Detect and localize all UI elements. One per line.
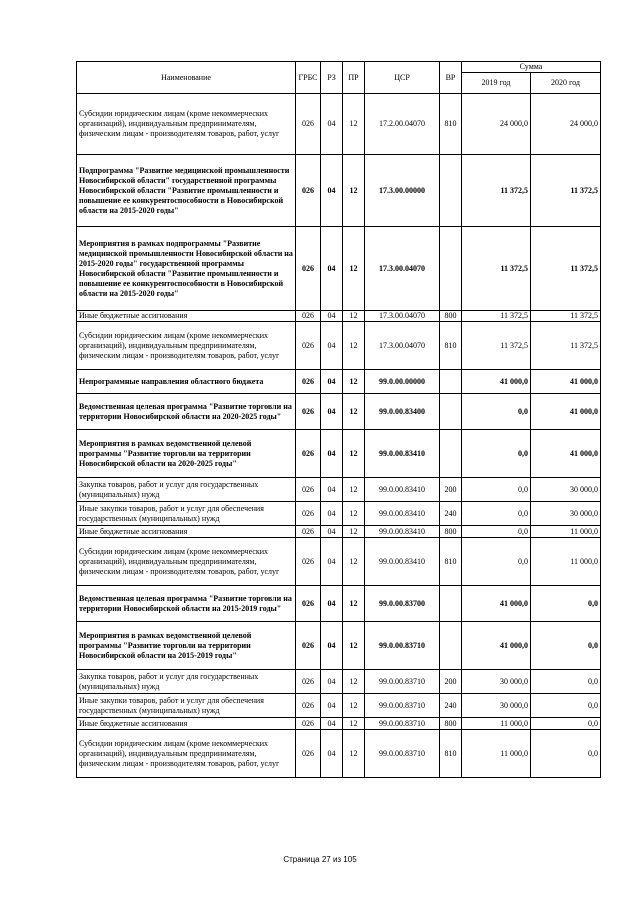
row-sum-2019: 41 000,0: [462, 586, 531, 622]
row-rz: 04: [321, 430, 343, 478]
row-csr: 99.0.00.83710: [365, 694, 440, 718]
table-row: [77, 478, 601, 502]
row-vr: 810: [440, 94, 462, 155]
row-csr: 99.0.00.83710: [365, 622, 440, 670]
row-csr: 99.0.00.83410: [365, 538, 440, 586]
row-sum-2020: 41 000,0: [531, 370, 601, 394]
row-vr: [440, 430, 462, 478]
row-sum-2020: 11 000,0: [531, 538, 601, 586]
header-name: Наименование: [77, 62, 296, 94]
row-sum-2019: 0,0: [462, 430, 531, 478]
row-grbs: 026: [296, 670, 321, 694]
row-vr: 810: [440, 322, 462, 370]
row-pr: 12: [343, 94, 365, 155]
row-vr: 810: [440, 538, 462, 586]
row-rz: 04: [321, 394, 343, 430]
row-vr: 800: [440, 526, 462, 538]
row-sum-2020: 24 000,0: [531, 94, 601, 155]
row-name: Закупка товаров, работ и услуг для государственных (муниципальных) нужд: [77, 670, 296, 694]
row-rz: 04: [321, 478, 343, 502]
row-sum-2020: 0,0: [531, 694, 601, 718]
row-sum-2020: 11 372,5: [531, 227, 601, 311]
row-name: Закупка товаров, работ и услуг для государственных (муниципальных) нужд: [77, 478, 296, 502]
row-sum-2019: 11 372,5: [462, 322, 531, 370]
row-sum-2020: 0,0: [531, 622, 601, 670]
row-vr: 240: [440, 502, 462, 526]
header-pr: ПР: [343, 62, 365, 94]
row-name: Субсидии юридическим лицам (кроме некоммерческих организаций), индивидуальным предпринимателям, физическим лицам - производителям товаров, работ, услуг: [77, 730, 296, 778]
row-name: Иные закупки товаров, работ и услуг для обеспечения государственных (муниципальных) нужд: [77, 694, 296, 718]
row-rz: 04: [321, 670, 343, 694]
row-name: Подпрограмма "Развитие медицинской промышленности Новосибирской области" государственной программы Новосибирской области "Развитие промышленности и повышение ее конкурентоспособности в Новосибирской области на 2015-2020 годы": [77, 155, 296, 227]
row-grbs: 026: [296, 586, 321, 622]
row-name: Иные закупки товаров, работ и услуг для обеспечения государственных (муниципальных) нужд: [77, 502, 296, 526]
row-vr: [440, 394, 462, 430]
row-name: Ведомственная целевая программа "Развитие торговли на территории Новосибирской области на 2015-2019 годы": [77, 586, 296, 622]
header-grbs: ГРБС: [296, 62, 321, 94]
row-sum-2019: 11 000,0: [462, 730, 531, 778]
row-vr: [440, 227, 462, 311]
row-pr: 12: [343, 322, 365, 370]
table-row: [77, 718, 601, 730]
row-grbs: 026: [296, 155, 321, 227]
row-pr: 12: [343, 478, 365, 502]
row-sum-2019: 11 372,5: [462, 311, 531, 322]
row-rz: 04: [321, 718, 343, 730]
row-pr: 12: [343, 502, 365, 526]
row-sum-2020: 0,0: [531, 586, 601, 622]
row-name: Мероприятия в рамках ведомственной целевой программы "Развитие торговли на территории Новосибирской области на 2015-2019 годы": [77, 622, 296, 670]
row-grbs: 026: [296, 370, 321, 394]
row-vr: [440, 155, 462, 227]
row-vr: 800: [440, 311, 462, 322]
row-grbs: 026: [296, 730, 321, 778]
header-sum: Сумма: [462, 62, 601, 73]
header-2020: 2020 год: [531, 73, 601, 94]
row-vr: 200: [440, 670, 462, 694]
row-csr: 17.3.00.04070: [365, 322, 440, 370]
table-row: [77, 538, 601, 586]
row-rz: 04: [321, 370, 343, 394]
row-sum-2019: 0,0: [462, 478, 531, 502]
table-row: [77, 394, 601, 430]
table-row: [77, 155, 601, 227]
table-row: [77, 586, 601, 622]
row-grbs: 026: [296, 526, 321, 538]
row-sum-2020: 0,0: [531, 670, 601, 694]
row-sum-2019: 30 000,0: [462, 694, 531, 718]
row-pr: 12: [343, 155, 365, 227]
row-grbs: 026: [296, 311, 321, 322]
row-pr: 12: [343, 526, 365, 538]
row-pr: 12: [343, 586, 365, 622]
table-row: [77, 311, 601, 322]
row-csr: 17.3.00.04070: [365, 311, 440, 322]
row-rz: 04: [321, 311, 343, 322]
table-row: [77, 227, 601, 311]
row-rz: 04: [321, 526, 343, 538]
row-sum-2020: 30 000,0: [531, 478, 601, 502]
row-sum-2020: 30 000,0: [531, 502, 601, 526]
header-rz: РЗ: [321, 62, 343, 94]
table-row: [77, 322, 601, 370]
row-sum-2020: 0,0: [531, 718, 601, 730]
row-name: Ведомственная целевая программа "Развитие торговли на территории Новосибирской области на 2020-2025 годы": [77, 394, 296, 430]
row-sum-2019: 0,0: [462, 394, 531, 430]
row-csr: 99.0.00.83710: [365, 718, 440, 730]
row-name: Мероприятия в рамках подпрограммы "Развитие медицинской промышленности Новосибирской области на 2015-2020 годы" государственной программы Новосибирской области "Развитие промышленности и повышение ее конкурентоспособности в Новосибирской области на 2015-2020 годы": [77, 227, 296, 311]
row-vr: 800: [440, 718, 462, 730]
table-row: [77, 694, 601, 718]
row-grbs: 026: [296, 227, 321, 311]
row-sum-2020: 41 000,0: [531, 430, 601, 478]
row-sum-2020: 11 372,5: [531, 311, 601, 322]
row-csr: 99.0.00.83410: [365, 430, 440, 478]
row-rz: 04: [321, 586, 343, 622]
row-grbs: 026: [296, 394, 321, 430]
table-row: [77, 622, 601, 670]
row-rz: 04: [321, 155, 343, 227]
table-row: [77, 526, 601, 538]
row-vr: 200: [440, 478, 462, 502]
row-grbs: 026: [296, 718, 321, 730]
row-name: Субсидии юридическим лицам (кроме некоммерческих организаций), индивидуальным предпринимателям, физическим лицам - производителям товаров, работ, услуг: [77, 94, 296, 155]
row-rz: 04: [321, 322, 343, 370]
row-csr: 99.0.00.83400: [365, 394, 440, 430]
row-vr: 240: [440, 694, 462, 718]
row-pr: 12: [343, 311, 365, 322]
row-csr: 99.0.00.83710: [365, 670, 440, 694]
row-sum-2019: 30 000,0: [462, 670, 531, 694]
table-row: [77, 370, 601, 394]
row-csr: 17.3.00.00000: [365, 155, 440, 227]
row-sum-2019: 41 000,0: [462, 622, 531, 670]
table-row: [77, 670, 601, 694]
row-rz: 04: [321, 502, 343, 526]
row-name: Иные бюджетные ассигнования: [77, 718, 296, 730]
row-sum-2019: 41 000,0: [462, 370, 531, 394]
budget-table: [76, 61, 601, 778]
row-sum-2019: 0,0: [462, 502, 531, 526]
row-sum-2019: 0,0: [462, 526, 531, 538]
row-sum-2019: 0,0: [462, 538, 531, 586]
row-csr: 99.0.00.83410: [365, 502, 440, 526]
header-vr: ВР: [440, 62, 462, 94]
header-csr: ЦСР: [365, 62, 440, 94]
row-pr: 12: [343, 718, 365, 730]
row-sum-2020: 0,0: [531, 730, 601, 778]
row-name: Непрограммные направления областного бюджета: [77, 370, 296, 394]
row-sum-2019: 11 372,5: [462, 155, 531, 227]
row-csr: 17.3.00.04070: [365, 227, 440, 311]
row-csr: 99.0.00.83700: [365, 586, 440, 622]
row-grbs: 026: [296, 694, 321, 718]
row-grbs: 026: [296, 430, 321, 478]
row-rz: 04: [321, 730, 343, 778]
table-row: [77, 730, 601, 778]
table-body: [77, 94, 601, 778]
row-sum-2020: 11 372,5: [531, 155, 601, 227]
row-rz: 04: [321, 622, 343, 670]
row-pr: 12: [343, 538, 365, 586]
row-csr: 99.0.00.83410: [365, 478, 440, 502]
row-grbs: 026: [296, 322, 321, 370]
row-rz: 04: [321, 227, 343, 311]
row-csr: 99.0.00.83710: [365, 730, 440, 778]
row-csr: 99.0.00.00000: [365, 370, 440, 394]
row-grbs: 026: [296, 478, 321, 502]
row-sum-2019: 11 372,5: [462, 227, 531, 311]
row-pr: 12: [343, 622, 365, 670]
row-vr: [440, 586, 462, 622]
row-sum-2020: 41 000,0: [531, 394, 601, 430]
row-vr: [440, 370, 462, 394]
row-sum-2019: 11 000,0: [462, 718, 531, 730]
row-name: Субсидии юридическим лицам (кроме некоммерческих организаций), индивидуальным предпринимателям, физическим лицам - производителям товаров, работ, услуг: [77, 538, 296, 586]
row-rz: 04: [321, 694, 343, 718]
row-name: Мероприятия в рамках ведомственной целевой программы "Развитие торговли на территории Новосибирской области на 2020-2025 годы": [77, 430, 296, 478]
row-pr: 12: [343, 694, 365, 718]
row-sum-2020: 11 000,0: [531, 526, 601, 538]
table-row: [77, 430, 601, 478]
row-rz: 04: [321, 94, 343, 155]
row-sum-2020: 11 372,5: [531, 322, 601, 370]
row-pr: 12: [343, 430, 365, 478]
table-row: [77, 94, 601, 155]
row-pr: 12: [343, 730, 365, 778]
row-vr: [440, 622, 462, 670]
row-name: Иные бюджетные ассигнования: [77, 311, 296, 322]
header-2019: 2019 год: [462, 73, 531, 94]
row-csr: 17.2.00.04070: [365, 94, 440, 155]
row-pr: 12: [343, 394, 365, 430]
row-grbs: 026: [296, 502, 321, 526]
row-grbs: 026: [296, 538, 321, 586]
row-grbs: 026: [296, 622, 321, 670]
page-number: Страница 27 из 105: [283, 855, 357, 864]
row-pr: 12: [343, 227, 365, 311]
row-csr: 99.0.00.83410: [365, 526, 440, 538]
row-sum-2019: 24 000,0: [462, 94, 531, 155]
table-row: [77, 502, 601, 526]
row-name: Иные бюджетные ассигнования: [77, 526, 296, 538]
row-vr: 810: [440, 730, 462, 778]
row-pr: 12: [343, 670, 365, 694]
row-pr: 12: [343, 370, 365, 394]
row-name: Субсидии юридическим лицам (кроме некоммерческих организаций), индивидуальным предпринимателям, физическим лицам - производителям товаров, работ, услуг: [77, 322, 296, 370]
row-rz: 04: [321, 538, 343, 586]
row-grbs: 026: [296, 94, 321, 155]
